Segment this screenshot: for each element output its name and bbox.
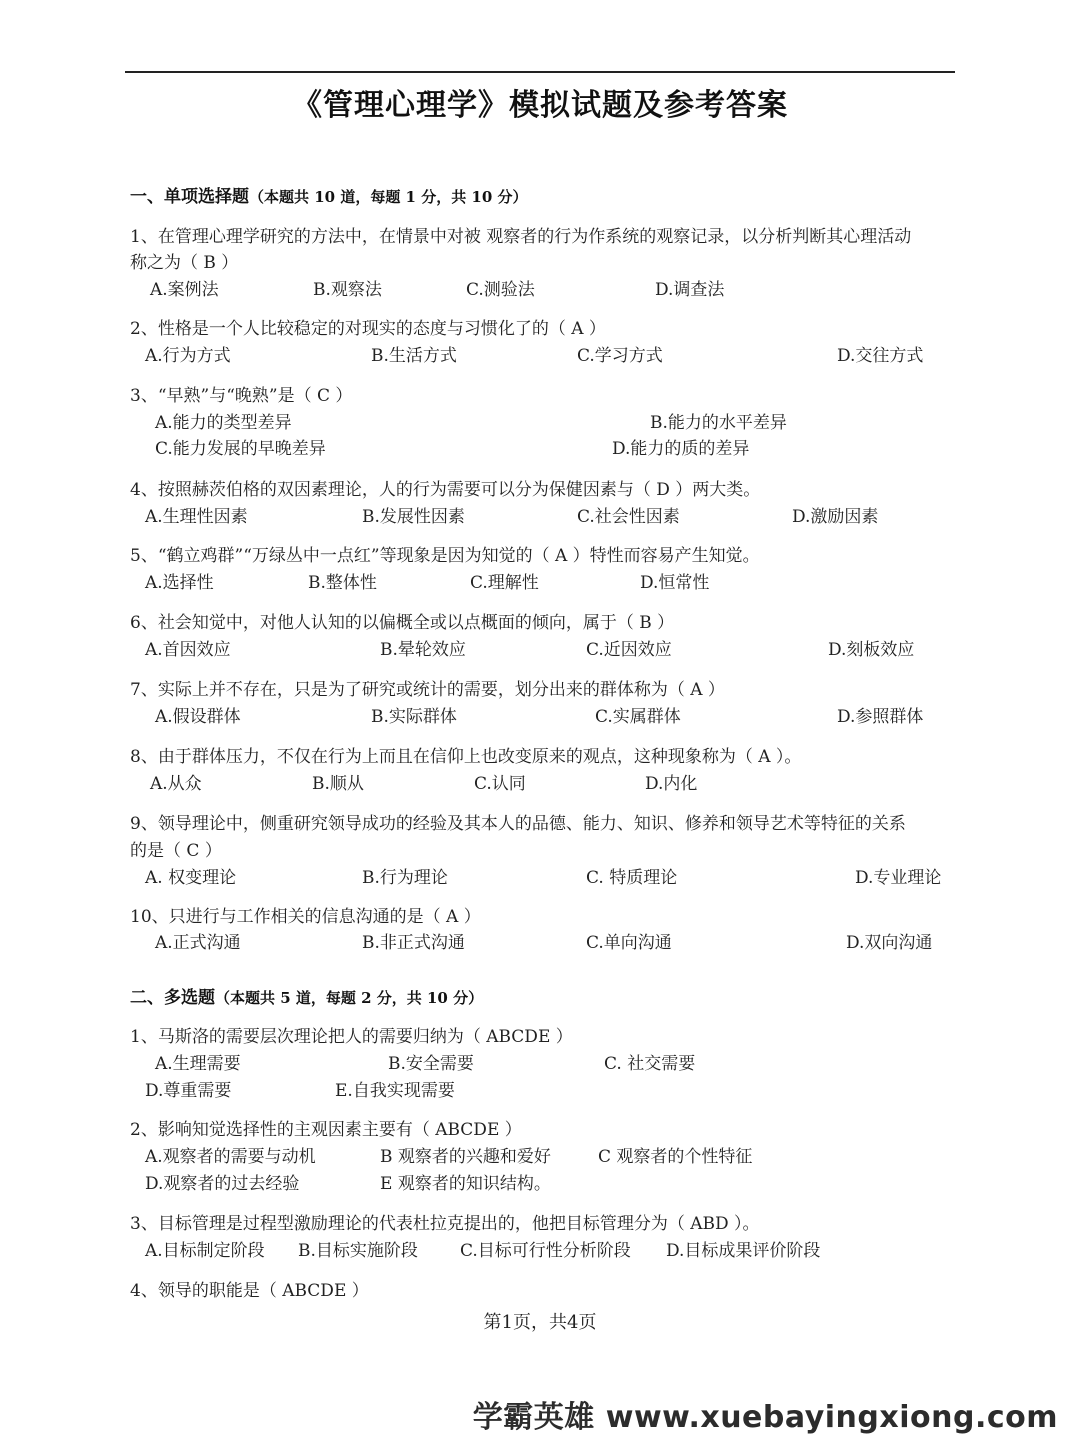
s1-q8-option-b: B.顺从	[312, 774, 364, 794]
s1-q7-option-c: C.实属群体	[595, 707, 681, 727]
s1-q2-option-b: B.生活方式	[371, 346, 457, 366]
s1-q10-option-c: C.单向沟通	[586, 933, 672, 953]
s1-q9-option-a: A. 权变理论	[145, 868, 237, 888]
s1-q3-option-c: C.能力发展的早晚差异	[155, 439, 326, 459]
s1-q9-option-b: B.行为理论	[362, 868, 448, 888]
s2-q1-option-c: C. 社交需要	[604, 1054, 696, 1074]
section1-heading	[130, 186, 528, 208]
s2-q1-option-b: B.安全需要	[388, 1054, 474, 1074]
s1-q8-option-c: C.认同	[474, 774, 526, 794]
s1-q5-option-a: A.选择性	[145, 573, 214, 593]
s2-q3-option-d: D.目标成果评价阶段	[666, 1241, 821, 1261]
s1-q5-option-c: C.理解性	[470, 573, 539, 593]
s1-q3-option-d: D.能力的质的差异	[612, 439, 750, 459]
s1-q1-stem: 1、在管理心理学研究的方法中，在情景中对被 观察者的行为作系统的观察记录，以分析判断其心理活动	[130, 227, 912, 247]
s1-q10-option-b: B.非正式沟通	[362, 933, 465, 953]
s1-q3-option-b: B.能力的水平差异	[650, 413, 787, 433]
s1-q2-option-d: D.交往方式	[837, 346, 924, 366]
section2-note: （本题共 5 道，每题 2 分，共 10 分）	[215, 989, 484, 1007]
s2-q3-option-b: B.目标实施阶段	[298, 1241, 418, 1261]
s1-q2-stem: 2、性格是一个人比较稳定的对现实的态度与习惯化了的（ A ）	[130, 319, 606, 339]
s1-q8-stem: 8、由于群体压力，不仅在行为上而且在信仰上也改变原来的观点，这种现象称为（ A ）。	[130, 747, 802, 767]
s1-q9-option-d: D.专业理论	[855, 868, 942, 888]
s1-q5-option-b: B.整体性	[308, 573, 377, 593]
s2-q2-option-c: C 观察者的个性特征	[598, 1147, 753, 1167]
top-rule	[125, 71, 955, 73]
s2-q1-option-a: A.生理需要	[155, 1054, 241, 1074]
s1-q6-option-b: B.晕轮效应	[380, 640, 466, 660]
s2-q4-stem: 4、领导的职能是（ ABCDE ）	[130, 1281, 369, 1301]
s1-q4-option-b: B.发展性因素	[362, 507, 465, 527]
s1-q9-stem: 9、领导理论中，侧重研究领导成功的经验及其本人的品德、能力、知识、修养和领导艺术等特征的关系	[130, 814, 906, 834]
s1-q10-option-d: D.双向沟通	[846, 933, 933, 953]
s1-q7-stem: 7、实际上并不存在，只是为了研究或统计的需要，划分出来的群体称为（ A ）	[130, 680, 725, 700]
s2-q1-option-e: E.自我实现需要	[335, 1081, 455, 1101]
s1-q8-option-a: A.从众	[150, 774, 202, 794]
s1-q3-stem: 3、“早熟”与“晚熟”是（ C ）	[130, 386, 353, 406]
section1-heading-text: 一、单项选择题	[130, 187, 249, 207]
s2-q2-option-e: E 观察者的知识结构。	[380, 1174, 551, 1194]
s2-q2-stem: 2、影响知觉选择性的主观因素主要有（ ABCDE ）	[130, 1120, 522, 1140]
section2-heading-text: 二、多选题	[130, 988, 215, 1008]
s1-q2-option-c: C.学习方式	[577, 346, 663, 366]
s2-q1-stem: 1、马斯洛的需要层次理论把人的需要归纳为（ ABCDE ）	[130, 1027, 573, 1047]
s2-q2-option-d: D.观察者的过去经验	[145, 1174, 300, 1194]
s2-q1-option-d: D.尊重需要	[145, 1081, 232, 1101]
s1-q5-stem: 5、“鹤立鸡群”“万绿丛中一点红”等现象是因为知觉的（ A ）特性而容易产生知觉。	[130, 546, 760, 566]
s1-q1-option-b: B.观察法	[313, 280, 382, 300]
s1-q3-option-a: A.能力的类型差异	[155, 413, 292, 433]
s1-q4-option-a: A.生理性因素	[145, 507, 248, 527]
s1-q7-option-a: A.假设群体	[155, 707, 241, 727]
watermark: 学霸英雄 www.xuebayingxiong.com	[472, 1400, 1058, 1435]
s1-q9-option-c: C. 特质理论	[586, 868, 678, 888]
s1-q6-option-d: D.刻板效应	[828, 640, 915, 660]
s1-q1-option-a: A.案例法	[150, 280, 219, 300]
page-footer: 第1页，共4页	[483, 1312, 597, 1333]
s1-q1-stem-cont: 称之为（ B ）	[130, 253, 239, 273]
s1-q1-option-d: D.调查法	[655, 280, 725, 300]
s1-q10-stem: 10、只进行与工作相关的信息沟通的是（ A ）	[130, 907, 481, 927]
s1-q6-stem: 6、社会知觉中，对他人认知的以偏概全或以点概面的倾向，属于（ B ）	[130, 613, 675, 633]
s1-q6-option-a: A.首因效应	[145, 640, 231, 660]
s2-q3-option-c: C.目标可行性分析阶段	[460, 1241, 631, 1261]
s1-q7-option-d: D.参照群体	[837, 707, 924, 727]
s1-q2-option-a: A.行为方式	[145, 346, 231, 366]
s2-q2-option-b: B 观察者的兴趣和爱好	[380, 1147, 551, 1167]
s1-q7-option-b: B.实际群体	[371, 707, 457, 727]
s2-q3-stem: 3、目标管理是过程型激励理论的代表杜拉克提出的，他把目标管理分为（ ABD ）。	[130, 1214, 760, 1234]
s1-q4-option-c: C.社会性因素	[577, 507, 680, 527]
s1-q4-stem: 4、按照赫茨伯格的双因素理论，人的行为需要可以分为保健因素与（ D ）两大类。	[130, 480, 761, 500]
s1-q6-option-c: C.近因效应	[586, 640, 672, 660]
s2-q3-option-a: A.目标制定阶段	[145, 1241, 265, 1261]
section1-note: （本题共 10 道，每题 1 分，共 10 分）	[249, 188, 528, 206]
s1-q4-option-d: D.激励因素	[792, 507, 879, 527]
s1-q8-option-d: D.内化	[645, 774, 698, 794]
s2-q2-option-a: A.观察者的需要与动机	[145, 1147, 316, 1167]
s1-q5-option-d: D.恒常性	[640, 573, 710, 593]
document-title: 《管理心理学》模拟试题及参考答案	[292, 88, 788, 123]
s1-q9-stem-cont: 的是（ C ）	[130, 841, 222, 861]
section2-heading	[130, 987, 483, 1009]
s1-q10-option-a: A.正式沟通	[155, 933, 241, 953]
s1-q1-option-c: C.测验法	[466, 280, 535, 300]
